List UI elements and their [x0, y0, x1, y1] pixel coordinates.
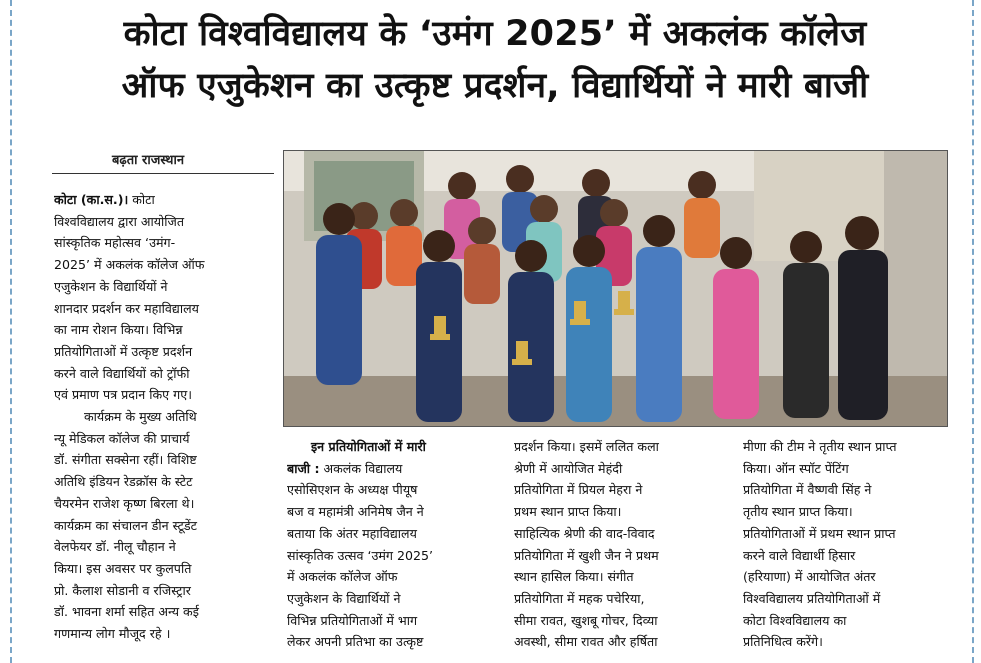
- column-line: कार्यक्रम का संचालन डीन स्टूडेंट: [54, 517, 198, 533]
- column-line: सीमा रावत, खुशबू गोचर, दिव्या: [514, 612, 658, 628]
- group-photo-illustration: [284, 151, 947, 426]
- column-line: कोटा (का.स.)। कोटा: [54, 192, 155, 207]
- column-line: तृतीय स्थान प्राप्त किया।: [743, 504, 853, 520]
- column-line: चैयरमेन राजेश कृष्ण बिरला थे।: [54, 495, 195, 511]
- column-line: प्रतियोगिताओं में उत्कृष्ट प्रदर्शन: [54, 343, 193, 359]
- column-line: एजुकेशन के विद्यार्थियों ने: [54, 278, 168, 294]
- column-line: डॉ. संगीता सक्सेना रहीं। विशिष्ट: [54, 452, 197, 468]
- column-line: साहित्यिक श्रेणी की वाद-विवाद: [514, 525, 655, 541]
- column-line: अवस्थी, सीमा रावत और हर्षिता: [514, 634, 658, 650]
- column-line: प्रदर्शन किया। इसमें ललित कला: [514, 439, 659, 454]
- headline: [30, 8, 960, 112]
- headline-line-1: कोटा विश्वविद्यालय के ‘उमंग 2025’ में अकलंक कॉलेज: [123, 14, 867, 54]
- column-line: प्रतियोगिताओं में प्रथम स्थान प्राप्त: [743, 525, 896, 541]
- column-line: मीणा की टीम ने तृतीय स्थान प्राप्त: [743, 439, 897, 454]
- column-line: शानदार प्रदर्शन कर महाविद्यालय: [54, 300, 199, 316]
- left-margin-dashes: [10, 0, 12, 663]
- subheading: इन प्रतियोगिताओं में मारी: [311, 439, 426, 454]
- column-line: बज व महामंत्री अनिमेष जैन ने: [287, 504, 424, 520]
- column-line: गणमान्य लोग मौजूद रहे ।: [54, 626, 171, 642]
- column-line: स्थान हासिल किया। संगीत: [514, 569, 634, 585]
- subheading-continued: बाजी :: [287, 460, 320, 476]
- column-line: विभिन्न प्रतियोगिताओं में भाग: [287, 612, 418, 628]
- column-line: लेकर अपनी प्रतिभा का उत्कृष्ट: [287, 634, 424, 650]
- article-column-2: [287, 436, 501, 653]
- column-line: का नाम रोशन किया। विभिन्न: [54, 322, 183, 338]
- column-line: प्रो. कैलाश सोडानी व रजिस्ट्रार: [54, 582, 191, 598]
- column-line: कोटा विश्वविद्यालय का: [743, 612, 847, 628]
- column-line: किया। इस अवसर पर कुलपति: [54, 560, 192, 576]
- column-line: बताया कि अंतर महाविद्यालय: [287, 525, 417, 541]
- column-line: न्यू मेडिकल कॉलेज की प्राचार्य: [54, 430, 190, 446]
- column-line: में अकलंक कॉलेज ऑफ: [287, 569, 398, 585]
- column-line: एजुकेशन के विद्यार्थियों ने: [287, 590, 401, 606]
- article-column-3: [514, 436, 728, 653]
- column-line: (हरियाणा) में आयोजित अंतर: [743, 569, 876, 585]
- column-line: एवं प्रमाण पत्र प्रदान किए गए।: [54, 387, 192, 403]
- column-line: प्रतिनिधित्व करेंगे।: [743, 634, 823, 650]
- column-line: 2025’ में अकलंक कॉलेज ऑफ: [54, 257, 205, 273]
- byline: बढ़ता राजस्थान: [112, 153, 185, 168]
- article-column-1: [54, 189, 273, 645]
- headline-line-2: ऑफ एजुकेशन का उत्कृष्ट प्रदर्शन, विद्यार्थियों ने मारी बाजी: [121, 66, 869, 106]
- column-line: प्रतियोगिता में प्रियल मेहरा ने: [514, 482, 643, 498]
- event-photo: [283, 150, 948, 427]
- dateline: कोटा (का.स.)।: [54, 192, 129, 207]
- column-line: एसोसिएशन के अध्यक्ष पीयूष: [287, 482, 418, 498]
- column-line: डॉ. भावना शर्मा सहित अन्य कई: [54, 604, 199, 620]
- column-line: कार्यक्रम के मुख्य अतिथि: [84, 409, 197, 425]
- column-line: प्रतियोगिता में महक पचेरिया,: [514, 590, 645, 606]
- column-line: करने वाले विद्यार्थियों को ट्रॉफी: [54, 365, 190, 381]
- column-line: प्रतियोगिता में खुशी जैन ने प्रथम: [514, 547, 659, 563]
- column-line: किया। ऑन स्पॉट पेंटिंग: [743, 460, 849, 476]
- column-line: वेलफेयर डॉ. नीलू चौहान ने: [54, 539, 176, 555]
- right-margin-dashes: [972, 0, 974, 663]
- column-line: विश्वविद्यालय द्वारा आयोजित: [54, 213, 185, 229]
- column-line: श्रेणी में आयोजित मेहंदी: [514, 460, 623, 476]
- byline-rule: [52, 173, 274, 174]
- article-column-4: [743, 436, 949, 653]
- column-line: विश्वविद्यालय प्रतियोगिताओं में: [743, 590, 881, 606]
- column-line: अकलंक विद्यालय: [323, 460, 403, 476]
- column-line: प्रथम स्थान प्राप्त किया।: [514, 504, 622, 520]
- column-line: प्रतियोगिता में वैष्णवी सिंह ने: [743, 482, 872, 498]
- column-line: करने वाले विद्यार्थी हिसार: [743, 547, 856, 563]
- column-line: अतिथि इंडियन रेडक्रॉस के स्टेट: [54, 474, 193, 490]
- column-line: सांस्कृतिक महोत्सव ‘उमंग-: [54, 235, 176, 251]
- column-line: सांस्कृतिक उत्सव ‘उमंग 2025’: [287, 547, 434, 563]
